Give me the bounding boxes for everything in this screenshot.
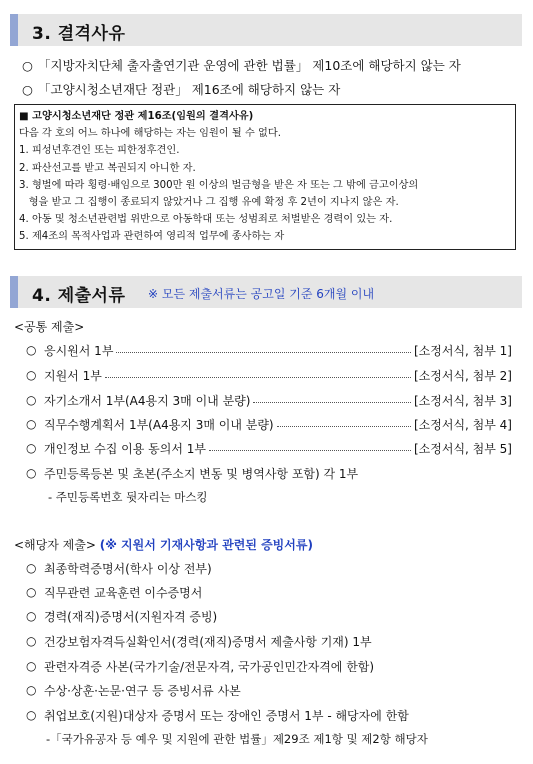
section-4-header — [10, 276, 522, 308]
disqualification-item: ○ 「지방자치단체 출자출연기관 운영에 관한 법률」 제10조에 해당하지 않는 자 — [22, 58, 461, 73]
veterans-law-note: -「국가유공자 등 예우 및 지원에 관한 법률」제29조 제1항 및 제2항 해당자 — [46, 732, 428, 746]
circle-bullet-icon: ○ — [26, 466, 37, 480]
doc-label: 경력(재직)증명서(지원자격 증빙) — [44, 609, 218, 624]
applicable-doc-row — [26, 606, 512, 626]
circle-bullet-icon: ○ — [26, 393, 37, 407]
common-doc-row — [26, 438, 512, 458]
dot-leader — [253, 402, 411, 403]
resident-registration-row — [26, 463, 512, 483]
circle-bullet-icon: ○ — [26, 368, 37, 382]
circle-bullet-icon: ○ — [26, 441, 37, 455]
section-3-accent-bar — [10, 14, 18, 46]
articles-line: 4. 아동 및 청소년관련법 위반으로 아동학대 또는 성범죄로 처벌받은 경력이 있는 자. — [19, 214, 393, 226]
doc-label: 취업보호(지원)대상자 증명서 또는 장애인 증명서 1부 - 해당자에 한함 — [44, 708, 409, 723]
articles-line: 5. 제4조의 목적사업과 관련하여 영리적 업무에 종사하는 자 — [19, 231, 285, 243]
common-doc-row — [26, 340, 512, 360]
articles-line: 1. 피성년후견인 또는 피한정후견인. — [19, 145, 180, 157]
section-4-accent-bar — [10, 276, 18, 308]
section-4-title: 4. 제출서류 — [32, 286, 126, 306]
circle-bullet-icon: ○ — [26, 417, 37, 431]
applicable-doc-row — [26, 656, 512, 676]
doc-label: 주민등록등본 및 초본(주소지 변동 및 병역사항 포함) 각 1부 — [44, 466, 359, 481]
doc-label: 지원서 1부 — [44, 368, 102, 383]
common-doc-row — [26, 390, 512, 410]
applicable-doc-row — [26, 705, 512, 725]
doc-label: 수상·상훈·논문·연구 등 증빙서류 사본 — [44, 683, 241, 698]
doc-label: 직무수행계획서 1부(A4용지 3매 이내 분량) — [44, 417, 274, 432]
dot-leader — [116, 352, 411, 353]
resident-registration-note: - 주민등록번호 뒷자리는 마스킹 — [48, 490, 208, 504]
applicable-header-note: (※ 지원서 기재사항과 관련된 증빙서류) — [99, 538, 313, 552]
articles-box — [14, 104, 516, 250]
circle-bullet-icon: ○ — [22, 58, 33, 73]
doc-label: 관련자격증 사본(국가기술/전문자격, 국가공인민간자격에 한함) — [44, 659, 375, 674]
section-3-header — [10, 14, 522, 46]
circle-bullet-icon: ○ — [26, 708, 37, 722]
common-submission-header: <공통 제출> — [14, 320, 85, 334]
applicable-doc-row — [26, 558, 512, 578]
doc-label: 건강보험자격득실확인서(경력(재직)증명서 제출사항 기재) 1부 — [44, 634, 372, 649]
section-3-title: 3. 결격사유 — [32, 24, 126, 44]
applicable-header-label: <해당자 제출> — [14, 538, 96, 552]
applicable-submission-header — [14, 536, 313, 553]
circle-bullet-icon: ○ — [26, 634, 37, 648]
dot-leader — [105, 377, 411, 378]
applicable-doc-row — [26, 582, 512, 602]
section-4-note: ※ 모든 제출서류는 공고일 기준 6개월 이내 — [148, 287, 375, 301]
doc-form-tag: [소정서식, 첨부 3] — [414, 393, 512, 408]
articles-box-heading: ■ 고양시청소년재단 정관 제16조(임원의 결격사유) — [19, 111, 254, 122]
articles-line: 2. 파산선고를 받고 복권되지 아니한 자. — [19, 162, 196, 174]
dot-leader — [277, 426, 411, 427]
dot-leader — [209, 450, 411, 451]
doc-label: 자기소개서 1부(A4용지 3매 이내 분량) — [44, 393, 251, 408]
doc-label: 최종학력증명서(학사 이상 전부) — [44, 561, 212, 576]
doc-form-tag: [소정서식, 첨부 2] — [414, 368, 512, 383]
circle-bullet-icon: ○ — [22, 82, 33, 97]
doc-label: 직무관련 교육훈련 이수증명서 — [44, 585, 203, 600]
articles-line: 다음 각 호의 어느 하나에 해당하는 자는 임원이 될 수 없다. — [19, 128, 281, 140]
doc-label: 응시원서 1부 — [44, 343, 114, 358]
circle-bullet-icon: ○ — [26, 659, 37, 673]
articles-line: 3. 형벌에 따라 횡령·배임으로 300만 원 이상의 벌금형을 받은 자 또는 그 밖에 금고이상의 — [19, 179, 419, 191]
applicable-doc-row — [26, 680, 512, 700]
circle-bullet-icon: ○ — [26, 585, 37, 599]
applicable-doc-row — [26, 631, 512, 651]
doc-form-tag: [소정서식, 첨부 5] — [414, 441, 512, 456]
common-doc-row — [26, 365, 512, 385]
doc-label: 개인정보 수집 이용 동의서 1부 — [44, 441, 206, 456]
doc-form-tag: [소정서식, 첨부 1] — [414, 343, 512, 358]
common-doc-row — [26, 414, 512, 434]
circle-bullet-icon: ○ — [26, 561, 37, 575]
circle-bullet-icon: ○ — [26, 609, 37, 623]
articles-line: 형을 받고 그 집행이 종료되지 않았거나 그 집행 유예 확정 후 2년이 지나지 않은 자. — [19, 196, 399, 208]
disqualification-item: ○ 「고양시청소년재단 정관」 제16조에 해당하지 않는 자 — [22, 82, 341, 97]
circle-bullet-icon: ○ — [26, 343, 37, 357]
circle-bullet-icon: ○ — [26, 683, 37, 697]
doc-form-tag: [소정서식, 첨부 4] — [414, 417, 512, 432]
